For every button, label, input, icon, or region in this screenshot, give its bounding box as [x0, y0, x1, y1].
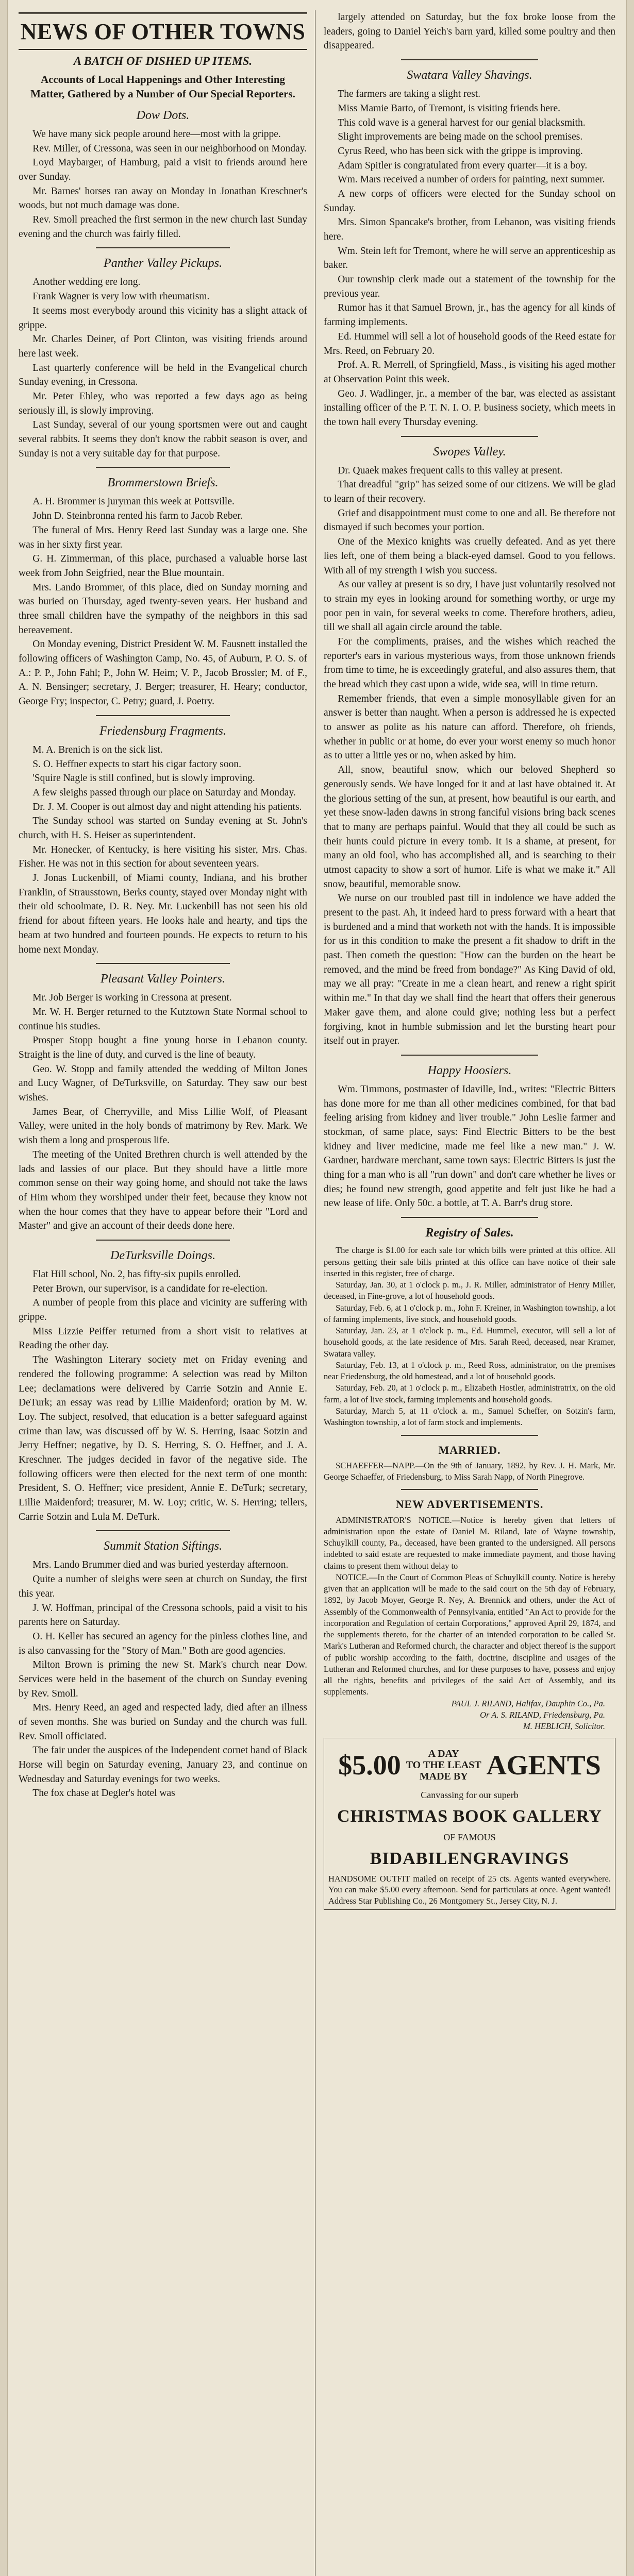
- section-divider: [401, 1055, 538, 1056]
- news-item: The farmers are taking a slight rest.: [338, 89, 480, 100]
- news-item: NOTICE.—In the Court of Common Pleas of Schuylkill county. Notice is hereby given that an application will be made to the said court on the 5th day of February, 1892, by Jacob Moyer, George R. Ney, A. Brennick and others, under the Act of Assembly of the Commonwealth of Pennsylvania, entitled "An Act to provide for the incorporation and Regulation of certain Corporations," approved April 29, 1874, and the supplements thereto, for the charter of an intended corporation to be called St. Mark's Lutheran and Reformed church, the character and object thereof is the support of public worship according to the faith, doctrine, discipline and usages of the Lutheran and Reformed churches, and for these purposes to have, possess and enjoy all the rights, benefits and privileges of the said Act of Assembly, and its supplements.: [324, 1572, 615, 1697]
- section-title: Happy Hoosiers.: [427, 1063, 512, 1077]
- news-item: A number of people from this place and vicinity are suffering with grippe.: [19, 1297, 307, 1323]
- news-item: Prof. A. R. Merrell, of Springfield, Mass., is visiting his aged mother at Observation Point this week.: [324, 360, 615, 385]
- section-divider: [401, 436, 538, 437]
- news-item: Mrs. Lando Brommer, of this place, died on Sunday morning and was buried on Thursday, aged twenty-seven years. Her husband and three small children have the sympathy of the neighbors in this sad bereavement.: [19, 582, 307, 636]
- news-item: Last Sunday, several of our young sportsmen were out and caught several rabbits. It seems they don't know the rabbit season is over, and Sunday is not a very suitable day for that purpose.: [19, 419, 307, 459]
- news-item: Geo. W. Stopp and family attended the wedding of Milton Jones and Lucy Wagner, of DeTurksville, on Saturday. They saw our best wishes.: [19, 1063, 307, 1104]
- news-item: Saturday, Jan. 23, at 1 o'clock p. m., Ed. Hummel, executor, will sell a lot of household goods, at the late residence of Mrs. Sarah Reed, deceased, near Kramer, Swatara valley.: [324, 1326, 615, 1359]
- news-item: M. A. Brenich is on the sick list.: [32, 744, 163, 755]
- ad-mid-line-2: TO THE LEAST: [406, 1759, 481, 1771]
- news-item: Mr. Peter Ehley, who was reported a few days ago as being seriously ill, is slowly improving.: [19, 391, 307, 416]
- news-item: This cold wave is a general harvest for our genial blacksmith.: [338, 117, 586, 128]
- ad-amount: $5.00: [338, 1749, 401, 1781]
- news-section: [324, 1435, 615, 1483]
- news-item: The meeting of the United Brethren church is well attended by the lads and lassies of our place. But they should have a little more common sense on their way going home, and should not take the laws of Him whom they worshiped under their feet, because they know not when the hour comes that they have to appear before their "Lord and Master" and give an account of their deeds done here.: [19, 1149, 307, 1232]
- news-item: Miss Lizzie Peiffer returned from a short visit to relatives at Reading the other day.: [19, 1326, 307, 1351]
- news-item: Mrs. Simon Spancake's brother, from Lebanon, was visiting friends here.: [324, 217, 615, 243]
- news-item: ADMINISTRATOR'S NOTICE.—Notice is hereby given that letters of administration upon the estate of Daniel M. Riland, late of Wayne township, Schuylkill county, Pa., deceased, have been granted to the undersigned. All persons indebted to said estate are requested to make immediate payment, and those having claims to present them without delay to: [324, 1515, 615, 1571]
- news-item: All, snow, beautiful snow, which our beloved Shepherd so generously sends. We have longed for it and at last have obtained it. At the glorious setting of the sun, at present, how beautiful is our earth, and yet these snow-laden dawns in strong fanciful visions bring back scenes that to many are perhaps painful. Would that they all could be such as their hunts could picture in every tomb. It is a shame, at present, for many an old fool, who has accomplished all, and is searching to their utmost capacity to show a sort of humor. Life is what we make it." All snow, beautiful, memorable snow.: [324, 765, 615, 890]
- news-item: Dr. J. M. Cooper is out almost day and night attending his patients.: [32, 801, 302, 812]
- right-column: [324, 10, 615, 2576]
- news-item: Dr. Quaek makes frequent calls to this valley at present.: [338, 465, 563, 476]
- ad-mid-line-3: MADE BY: [419, 1770, 468, 1782]
- news-item: Saturday, Feb. 6, at 1 o'clock p. m., John F. Kreiner, in Washington township, a lot of farming implements, live stock, and household goods.: [324, 1302, 615, 1324]
- news-item: Rumor has it that Samuel Brown, jr., has the agency for all kinds of farming implements.: [324, 302, 615, 328]
- news-item: Loyd Maybarger, of Hamburg, paid a visit to friends around here over Sunday.: [19, 157, 307, 182]
- news-item: Wm. Stein left for Tremont, where he will serve an apprenticeship as baker.: [324, 245, 615, 271]
- news-item: The fair under the auspices of the Independent cornet band of Black Horse will begin on Saturday evening, January 23, and continue on Wednesday and Saturday evenings for two weeks.: [19, 1745, 307, 1785]
- section-title: Registry of Sales.: [425, 1226, 514, 1240]
- news-item: Our township clerk made out a statement of the township for the previous year.: [324, 274, 615, 299]
- signature: Or A. S. RILAND, Friedensburg, Pa.: [480, 1710, 605, 1720]
- news-item: John D. Steinbronna rented his farm to Jacob Reber.: [32, 511, 243, 522]
- ad-canvass-line: Canvassing for our superb: [421, 1790, 519, 1801]
- news-item: Adam Spitler is congratulated from every quarter—it is a boy.: [338, 160, 588, 171]
- section-title: Pleasant Valley Pointers.: [101, 972, 225, 986]
- news-item: S. O. Heffner expects to start his cigar factory soon.: [32, 758, 241, 770]
- news-section: [324, 66, 615, 430]
- news-item: O. H. Keller has secured an agency for the pinless clothes line, and is also canvassing for the "Story of Man." Both are good agencies.: [19, 1631, 307, 1656]
- news-item: Last quarterly conference will be held in the Evangelical church Sunday evening, in Cressona.: [19, 362, 307, 388]
- news-item: Mrs. Lando Brummer died and was buried yesterday afternoon.: [32, 1560, 289, 1571]
- news-section: [324, 436, 615, 1048]
- section-divider: [401, 59, 538, 60]
- news-item: A new corps of officers were elected for the Sunday school on Sunday.: [324, 188, 615, 214]
- section-title: Swatara Valley Shavings.: [407, 69, 532, 82]
- left-sections: [19, 107, 307, 1801]
- news-item: Saturday, Feb. 13, at 1 o'clock p. m., Reed Ross, administrator, on the premises near Friedensburg, the old homestead, and a lot of household goods.: [324, 1360, 615, 1382]
- ad-mid-line-1: A DAY: [428, 1748, 459, 1759]
- news-section: [19, 1240, 307, 1524]
- news-item: Mr. W. H. Berger returned to the Kutztown State Normal school to continue his studies.: [19, 1006, 307, 1032]
- news-item: Miss Mamie Barto, of Tremont, is visiting friends here.: [338, 103, 560, 114]
- news-section: [19, 467, 307, 708]
- news-item: Prosper Stopp bought a fine young horse in Lebanon county. Straight is the line of duty, and curved is the line of beauty.: [19, 1035, 307, 1061]
- news-item: A few sleighs passed through our place on Saturday and Monday.: [32, 787, 296, 798]
- section-divider: [401, 1217, 538, 1218]
- news-section: [324, 1489, 615, 1732]
- news-item: Mr. Job Berger is working in Cressona at present.: [32, 992, 232, 1004]
- section-title: Panther Valley Pickups.: [104, 257, 222, 270]
- ad-mid-text: [406, 1748, 481, 1782]
- news-item: For the compliments, praises, and the wishes which reached the reporter's ears in various mysterious ways, from those unknown friends from time to time, he is exceedingly grateful, and also assures them, that the bread which they cast upon a wide, wide sea, will in time return.: [324, 636, 615, 690]
- news-item: That dreadful "grip" has seized some of our citizens. We will be glad to learn of their recovery.: [324, 479, 615, 505]
- news-item: Milton Brown is priming the new St. Mark's church near Dow. Services were held in the basement of the church on Sunday evening by Rev. Smoll.: [19, 1659, 307, 1699]
- news-item: 'Squire Nagle is still confined, but is slowly improving.: [32, 773, 255, 784]
- masthead: NEWS OF OTHER TOWNS: [19, 12, 307, 50]
- news-item: Rev. Miller, of Cressona, was seen in our neighborhood on Monday.: [32, 143, 307, 154]
- news-section: [19, 107, 307, 242]
- signature: M. HEBLICH, Solicitor.: [523, 1721, 605, 1732]
- news-item: As our valley at present is so dry, I have just voluntarily resolved not to strain my eyes in looking around for something worthy, or urge my poor pen in vain, for several weeks to come. Therefore brothers, adieu, till we shall all again circle around the table.: [324, 579, 615, 633]
- section-divider: [401, 1435, 538, 1436]
- section-divider: [96, 467, 230, 468]
- news-section: [19, 715, 307, 957]
- news-section: [19, 1530, 307, 1801]
- news-section: [19, 963, 307, 1233]
- news-item: Geo. J. Wadlinger, jr., a member of the bar, was elected as assistant installing officer of the P. T. N. I. O. P. business society, which meets in the town hall every Thursday evening.: [324, 388, 615, 428]
- news-item: The Washington Literary society met on Friday evening and rendered the following programme: A selection was read by Milton Lee; declamations were delivered by Carrie Sotzin and Annie E. DeTurk; an essay was read by Lillie Maidenford; oration by M. W. Loy. The subject, resolved, that education is a better safeguard against crime than law, was discussed off by W. S. Herring, Isaac Sotzin and Jerry Heffner; negative, by D. S. Herring, S. O. Heffner, and J. A. Kreschner. The judges decided in favor of the negative side. The following officers were then elected for the next term of one month: President, S. O. Heffner; vice president, Annie E. DeTurk; secretary, Lillie Maidenford; treasurer, M. W. Loy; critic, W. S. Herring; tellers, Carrie Sotzin and Lula M. DeTurk.: [19, 1354, 307, 1522]
- section-title: DeTurksville Doings.: [110, 1248, 215, 1262]
- ad-headline: [328, 1745, 611, 1785]
- section-title: MARRIED.: [438, 1443, 501, 1456]
- section-divider: [96, 715, 230, 716]
- news-item: Wm. Mars received a number of orders for painting, next summer.: [338, 174, 605, 185]
- news-item: Cyrus Reed, who has been sick with the grippe is improving.: [338, 145, 583, 157]
- news-item: Flat Hill school, No. 2, has fifty-six pupils enrolled.: [32, 1269, 241, 1280]
- section-divider: [96, 1530, 230, 1531]
- news-item: J. Jonas Luckenbill, of Miami county, Indiana, and his brother Franklin, of Strausstown, Berks county, stayed over Monday night with their old schoolmate, D. R. Ney. Mr. Luckenbill has not seen his old friend for about fifteen years. He looks hale and hearty, and tips the beam at two hundred and fourteen pounds. He expects to return to his home next Monday.: [19, 873, 307, 955]
- section-divider: [96, 1240, 230, 1241]
- intro-deck: Accounts of Local Happenings and Other Interesting Matter, Gathered by a Number of Our Special Reporters.: [30, 73, 295, 100]
- ad-title-line-2: BIDABILENGRAVINGS: [370, 1849, 570, 1868]
- news-item: Grief and disappointment must come to one and all. Be therefore not dismayed if such becomes your portion.: [324, 507, 615, 533]
- ad-body: HANDSOME OUTFIT mailed on receipt of 25 cts. Agents wanted everywhere. You can make $5.00 every afternoon. Send for particulars at once. Agent wanted! Address Star Publishing Co., 26 Montgomery St., Jersey City, N. J.: [328, 1873, 611, 1906]
- agents-advertisement: [324, 1738, 615, 1910]
- news-item: It seems most everybody around this vicinity has a slight attack of grippe.: [19, 305, 307, 331]
- news-item: The charge is $1.00 for each sale for which bills were printed at this office. All persons getting their sale bills printed at this office can have notice of their sale inserted in this register, free of charge.: [324, 1245, 615, 1278]
- news-section: [324, 1055, 615, 1211]
- news-item: The fox chase at Degler's hotel was: [32, 1788, 175, 1799]
- page-edge-left: [0, 0, 8, 2576]
- news-item: Another wedding ere long.: [32, 277, 141, 288]
- news-item: We nurse on our troubled past till in indolence we have added the present to the past. Ah, it indeed hard to press forward with a heart that is burdened and a mind that worketh not with the hands. It is impossible for us in this condition to make the present a fit shadow to drift in the past. Then cometh the question: "How can the burden on the heart be removed, and the mind be freed from bondage?" As King David of old, may we all pray: "Create in me a clean heart, and renew a right spirit within me." In that day we shall find the heart that offers their generous Maker gave them, and alone could give; nothing less but a perfect forgiving, knot in humble submission and let the bursting heart pour itself out in prayer.: [324, 893, 615, 1047]
- news-item: J. W. Hoffman, principal of the Cressona schools, paid a visit to his parents here on Saturday.: [19, 1602, 307, 1628]
- news-item: largely attended on Saturday, but the fox broke loose from the leaders, going to Daniel Yeich's barn yard, killed some poultry and then disappeared.: [324, 12, 615, 52]
- news-item: Slight improvements are being made on the school premises.: [338, 131, 583, 143]
- news-item: Saturday, Feb. 20, at 1 o'clock p. m., Elizabeth Hostler, administratrix, on the old farm, a lot of live stock, farming implements and household goods.: [324, 1383, 615, 1404]
- right-sections: [324, 66, 615, 1732]
- news-item: Quite a number of sleighs were seen at church on Sunday, the first this year.: [19, 1574, 307, 1599]
- ad-of-famous: OF FAMOUS: [443, 1832, 496, 1843]
- news-item: On Monday evening, District President W. M. Fausnett installed the following officers of Washington Camp, No. 45, of Auburn, P. O. S. of A.: P. P., John Fahl; P., John W. Heim; V. P., Jacob Brossler; M. of F., A. N. Bensinger; secretary, J. Berger; treasurer, H. Heary; conductor, George Fry; inspector, C. Petry; guard, J. Poetry.: [19, 639, 307, 707]
- news-item: Mrs. Henry Reed, an aged and respected lady, died after an illness of seven months. She was buried on Sunday and the church was full. Rev. Smoll officiated.: [19, 1702, 307, 1742]
- news-item: Wm. Timmons, postmaster of Idaville, Ind., writes: "Electric Bitters has done more for me than all other medicines combined, for that bad feeling arising from kidney and liver trouble." John Leslie farmer and stockman, of same place, says: Find Electric Bitters to be the best kidney and liver medicine, made me feel like a new man." J. W. Gardner, hardware merchant, same town says: Electric Bitters is just the thing for a man who is all "run down" and don't care whether he lives or dies; he found new strength, good appetite and felt just like he had a new lease of life. Only 50c. a bottle, at T. A. Barr's drug store.: [324, 1083, 615, 1209]
- ad-agents: AGENTS: [486, 1749, 601, 1781]
- news-item: Mr. Charles Deiner, of Port Clinton, was visiting friends around here last week.: [19, 334, 307, 359]
- left-column: [19, 10, 307, 2576]
- news-item: The funeral of Mrs. Henry Reed last Sunday was a large one. She was in her sixty first year.: [19, 524, 307, 550]
- news-item: Ed. Hummel will sell a lot of household goods of the Reed estate for Mrs. Reed, on February 20.: [324, 331, 615, 357]
- news-item: Mr. Honecker, of Kentucky, is here visiting his sister, Mrs. Chas. Fisher. He was not in this section for about seventeen years.: [19, 844, 307, 870]
- news-section: [324, 1217, 615, 1428]
- ad-title-line-1: CHRISTMAS BOOK GALLERY: [337, 1806, 602, 1826]
- section-divider: [96, 247, 230, 248]
- right-opening: [324, 10, 615, 60]
- news-item: We have many sick people around here—most with la grippe.: [32, 128, 281, 140]
- news-item: SCHAEFFER—NAPP.—On the 9th of January, 1892, by Rev. J. H. Mark, Mr. George Schaeffer, of Friedensburg, to Miss Sarah Napp, of North Pinegrove.: [324, 1460, 615, 1482]
- section-title: Swopes Valley.: [433, 445, 506, 459]
- section-title: NEW ADVERTISEMENTS.: [395, 1498, 544, 1511]
- news-section: [19, 247, 307, 461]
- section-title: Dow Dots.: [136, 108, 190, 122]
- news-item: The Sunday school was started on Sunday evening at St. John's church, with H. S. Heiser as superintendent.: [19, 816, 307, 841]
- news-item: Remember friends, that even a simple monosyllable given for an answer is better than naught. When a person is addressed he is expected to answer as polite as his nature can afford. Therefore, oh friends, whether in public or at home, do ever your worst enemy so much honor as to utter a little yes or no, when asked by him.: [324, 693, 615, 761]
- news-item: Rev. Smoll preached the first sermon in the new church last Sunday evening and the church was fairly filled.: [19, 214, 307, 240]
- news-item: Frank Wagner is very low with rheumatism.: [32, 291, 210, 302]
- subhead: A BATCH OF DISHED UP ITEMS.: [73, 55, 253, 68]
- news-item: James Bear, of Cherryville, and Miss Lillie Wolf, of Pleasant Valley, were united in the holy bonds of matrimony by Rev. Mark. We wish them a long and prosperous life.: [19, 1106, 307, 1146]
- news-item: Peter Brown, our supervisor, is a candidate for re-election.: [32, 1283, 268, 1294]
- section-title: Friedensburg Fragments.: [99, 724, 226, 738]
- news-item: One of the Mexico knights was cruelly defeated. And as yet there lies left, one of them being a black-eyed damsel. Good to you fellows. With all of my strength I wish you success.: [324, 536, 615, 576]
- section-title: Brommerstown Briefs.: [107, 476, 219, 490]
- news-item: G. H. Zimmerman, of this place, purchased a valuable horse last week from John Seigfried, near the Blue mountain.: [19, 553, 307, 579]
- news-item: A. H. Brommer is juryman this week at Pottsville.: [32, 496, 235, 507]
- section-divider: [401, 1489, 538, 1490]
- section-title: Summit Station Siftings.: [103, 1539, 222, 1553]
- signature: PAUL J. RILAND, Halifax, Dauphin Co., Pa.: [451, 1698, 605, 1708]
- page-edge-right: [626, 0, 634, 2576]
- section-divider: [96, 963, 230, 964]
- news-item: Saturday, Jan. 30, at 1 o'clock p. m., J. R. Miller, administrator of Henry Miller, deceased, in Fine-grove, a lot of household goods.: [324, 1280, 615, 1301]
- news-item: Mr. Barnes' horses ran away on Monday in Jonathan Kreschner's woods, but not much damage was done.: [19, 185, 307, 211]
- news-item: Saturday, March 5, at 11 o'clock a. m., Samuel Scheffer, on Sotzin's farm, Washington township, a lot of farm stock and implements.: [324, 1405, 615, 1428]
